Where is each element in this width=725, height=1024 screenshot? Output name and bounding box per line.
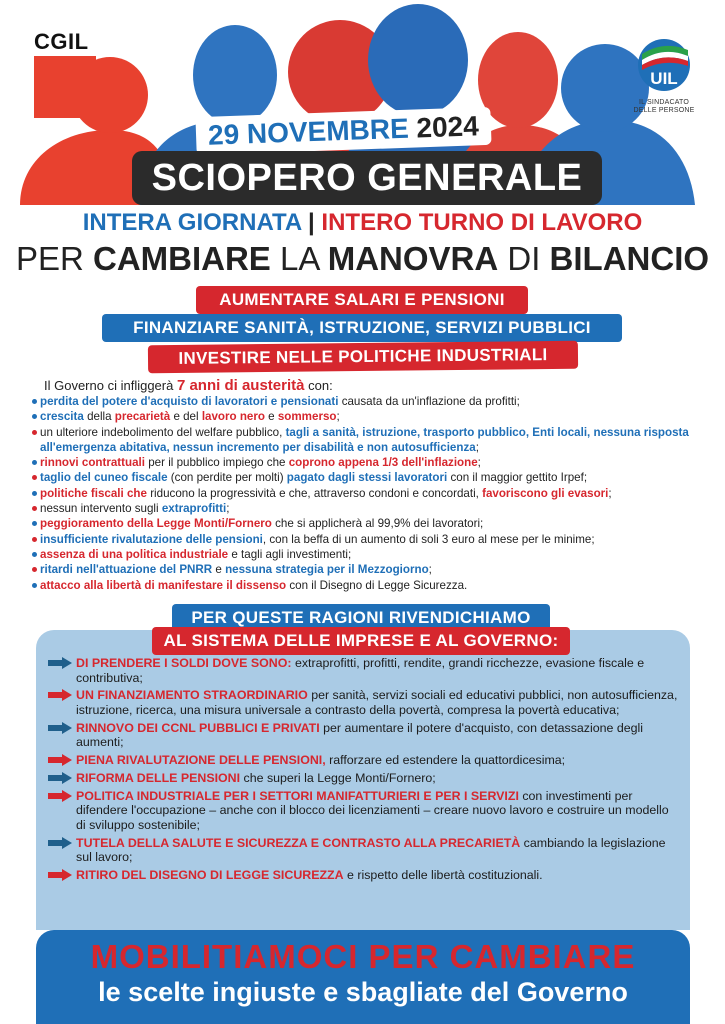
cgil-logo-square — [34, 56, 96, 118]
strike-date-year: 2024 — [415, 110, 480, 144]
demand-highlight: RITIRO DEL DISEGNO DI LEGGE SICUREZZA — [76, 868, 344, 883]
issue-highlight: politiche fiscali che — [40, 486, 147, 500]
issue-text: ; — [477, 456, 481, 470]
demand-highlight: POLITICA INDUSTRIALE PER I SETTORI MANIFATTURIERI E PER I SERVIZI — [76, 788, 519, 803]
poster-header — [0, 0, 725, 205]
demand-text: per sanità, servizi sociali ed educativi pubblici, non autosufficienza, istruzione, ricerca, una misura universale a contrasto della povertà, compresa la povertà educativa; — [76, 688, 678, 717]
issue-highlight: peggioramento della Legge Monti/Fornero — [40, 517, 272, 531]
arrow-right-icon — [48, 772, 72, 784]
issue-text: , con la beffa di un aumento di soli 3 euro al mese per le minime; — [262, 532, 595, 546]
demand-highlight: DI PRENDERE I SOLDI DOVE SONO: — [76, 656, 292, 670]
bullet-icon — [32, 552, 37, 557]
list-item — [32, 425, 692, 456]
bullet-icon — [32, 491, 37, 496]
issue-text: ; — [475, 440, 479, 454]
bullet-icon — [32, 399, 37, 404]
purpose-di: DI — [498, 240, 550, 277]
reasons-banner: PER QUESTE RAGIONI RIVENDICHIAMO — [172, 604, 550, 632]
issue-text: che si applicherà al 99,9% dei lavoratori; — [271, 517, 484, 531]
issue-text: ; — [428, 563, 432, 577]
issue-text: nessun intervento sugli — [40, 502, 162, 516]
demand-text: con investimenti per difendere l'occupazione – anche con il blocco dei licenziamenti – creare nuovo lavoro e costruire un modello di sviluppo sostenibile; — [76, 788, 669, 832]
issue-highlight: tagli a sanità, istruzione, trasporto pubblico, Enti locali, nessuna risposta all'emergenza abitativa, nessun incremento per disabilità e non autosufficienza — [40, 425, 689, 454]
scope-full-shift: INTERO TURNO DI LAVORO — [321, 209, 643, 236]
list-item — [32, 516, 692, 531]
issue-text: della — [83, 410, 115, 424]
list-item — [48, 836, 680, 865]
list-item — [48, 868, 680, 883]
issue-text: per il pubblico impiego che — [145, 456, 289, 470]
bullet-icon — [32, 460, 37, 465]
list-item — [32, 470, 692, 485]
bullet-icon — [32, 475, 37, 480]
intro-post: con: — [304, 378, 333, 393]
intro-text — [44, 378, 333, 394]
purpose-la: LA — [270, 240, 328, 277]
bullet-icon — [32, 506, 37, 511]
purpose-cambiare: CAMBIARE — [92, 240, 271, 277]
cgil-logo-text: CGIL — [34, 29, 89, 54]
uil-logo-text: UIL — [650, 69, 678, 88]
issue-text: causata da un'inflazione da profitti; — [338, 395, 520, 408]
demand-text: per aumentare il potere d'acquisto, con detassazione degli aumenti; — [76, 720, 644, 750]
issue-highlight: assenza di una politica industriale — [40, 547, 229, 561]
bullet-icon — [32, 583, 37, 588]
issue-text: e del — [170, 410, 202, 424]
issue-text: (con perdite per molti) — [167, 471, 287, 485]
demand-highlight: RIFORMA DELLE PENSIONI — [76, 770, 241, 785]
demand-highlight: PIENA RIVALUTAZIONE DELLE PENSIONI, — [76, 753, 326, 768]
issue-highlight: lavoro nero — [201, 410, 265, 424]
purpose-per: PER — [15, 240, 93, 277]
issue-highlight: pagato dagli stessi lavoratori — [286, 471, 448, 485]
arrow-right-icon — [48, 689, 72, 701]
issue-highlight: nessuna strategia per il Mezzogiorno — [225, 563, 429, 577]
page-title: SCIOPERO GENERALE — [132, 151, 602, 205]
strike-purpose — [0, 240, 725, 278]
list-item — [48, 789, 680, 833]
issue-highlight: precarietà — [114, 410, 171, 424]
arrow-right-icon — [48, 790, 72, 802]
issue-highlight: ritardi nell'attuazione del PNRR — [40, 563, 213, 577]
list-item — [48, 688, 680, 717]
uil-tagline-1: IL SINDACATO — [638, 99, 690, 106]
goal-banner-industry: INVESTIRE NELLE POLITICHE INDUSTRIALI — [148, 341, 578, 374]
purpose-manovra: MANOVRA — [327, 240, 499, 277]
intro-emphasis: 7 anni di austerità — [176, 377, 305, 394]
demand-highlight: TUTELA DELLA SALUTE E SICUREZZA E CONTRASTO ALLA PRECARIETÀ — [76, 835, 521, 850]
list-item — [48, 721, 680, 750]
uil-logo — [624, 38, 704, 115]
issue-highlight: attacco alla libertà di manifestare il dissenso — [40, 578, 287, 592]
arrow-right-icon — [48, 869, 72, 881]
bullet-icon — [32, 567, 37, 572]
issue-text: con il Disegno di Legge Sicurezza. — [286, 578, 468, 592]
footer-subline: le scelte ingiuste e sbagliate del Governo — [98, 977, 628, 1007]
issue-text: ; — [226, 502, 230, 516]
demand-highlight: RINNOVO DEI CCNL PUBBLICI E PRIVATI — [76, 720, 320, 735]
scope-full-day: INTERA GIORNATA — [82, 209, 302, 236]
list-item — [32, 562, 692, 577]
demand-text: che superi la Legge Monti/Fornero; — [240, 770, 436, 785]
footer-call-to-action — [36, 930, 690, 1024]
bullet-icon — [32, 537, 37, 542]
issue-text: ; — [608, 486, 612, 500]
cgil-logo — [34, 30, 100, 118]
recipients-banner: AL SISTEMA DELLE IMPRESE E AL GOVERNO: — [152, 627, 570, 655]
list-item — [32, 394, 692, 409]
bullet-icon — [32, 430, 37, 435]
list-item — [32, 578, 692, 593]
demand-text: rafforzare ed estendere la quattordicesima; — [325, 753, 566, 768]
issue-text: ; — [336, 410, 340, 424]
issue-text: e tagli agli investimenti; — [228, 547, 352, 561]
issue-text: e — [212, 563, 226, 577]
issues-list — [32, 394, 692, 593]
uil-tagline-2: DELLE PERSONE — [633, 107, 695, 114]
strike-scope — [0, 208, 725, 238]
uil-badge-icon — [632, 38, 696, 92]
list-item — [32, 547, 692, 562]
demand-text: e rispetto delle libertà costituzionali. — [343, 868, 543, 883]
arrow-right-icon — [48, 657, 72, 669]
intro-pre: Il Governo ci infliggerà — [44, 378, 177, 393]
list-item — [32, 486, 692, 501]
list-item — [32, 532, 692, 547]
issue-highlight: perdita del potere d'acquisto di lavoratori e pensionati — [40, 395, 339, 408]
arrow-right-icon — [48, 722, 72, 734]
issue-text: e — [264, 410, 278, 424]
goal-banner-wages: AUMENTARE SALARI E PENSIONI — [196, 286, 528, 314]
issue-highlight: extraprofitti — [161, 502, 227, 516]
strike-date-day: 29 NOVEMBRE — [207, 112, 410, 151]
issue-highlight: favoriscono gli evasori — [482, 486, 609, 500]
goal-banner-services: FINANZIARE SANITÀ, ISTRUZIONE, SERVIZI PUBBLICI — [102, 314, 622, 342]
issue-highlight: taglio del cuneo fiscale — [40, 471, 168, 485]
bullet-icon — [32, 521, 37, 526]
issue-text: riducono la progressività e che, attraverso condoni e concordati, — [146, 486, 483, 500]
arrow-right-icon — [48, 754, 72, 766]
list-item — [48, 771, 680, 786]
list-item — [48, 656, 680, 685]
demand-text: cambiando la legislazione sul lavoro; — [76, 835, 666, 865]
demand-text: extraprofitti, profitti, rendite, grandi ricchezze, evasione fiscale e contributiva; — [76, 656, 645, 685]
issue-highlight: crescita — [40, 410, 84, 424]
issue-text: un ulteriore indebolimento del welfare pubblico, — [40, 425, 286, 439]
demand-highlight: UN FINANZIAMENTO STRAORDINARIO — [76, 688, 308, 703]
scope-separator: | — [308, 209, 315, 236]
issue-highlight: rinnovi contrattuali — [40, 456, 145, 470]
issue-text: con il maggior gettito Irpef; — [447, 471, 588, 485]
issue-highlight: insufficiente rivalutazione delle pensioni — [40, 532, 263, 546]
demands-list — [48, 656, 680, 886]
list-item — [48, 753, 680, 768]
issue-highlight: coprono appena 1/3 dell'inflazione — [288, 456, 478, 470]
bullet-icon — [32, 414, 37, 419]
list-item — [32, 501, 692, 516]
purpose-bilancio: BILANCIO — [549, 240, 710, 277]
issue-highlight: sommerso — [277, 410, 337, 424]
footer-headline: MOBILITIAMOCI PER CAMBIARE — [90, 938, 636, 975]
list-item — [32, 455, 692, 470]
arrow-right-icon — [48, 837, 72, 849]
list-item — [32, 409, 692, 424]
